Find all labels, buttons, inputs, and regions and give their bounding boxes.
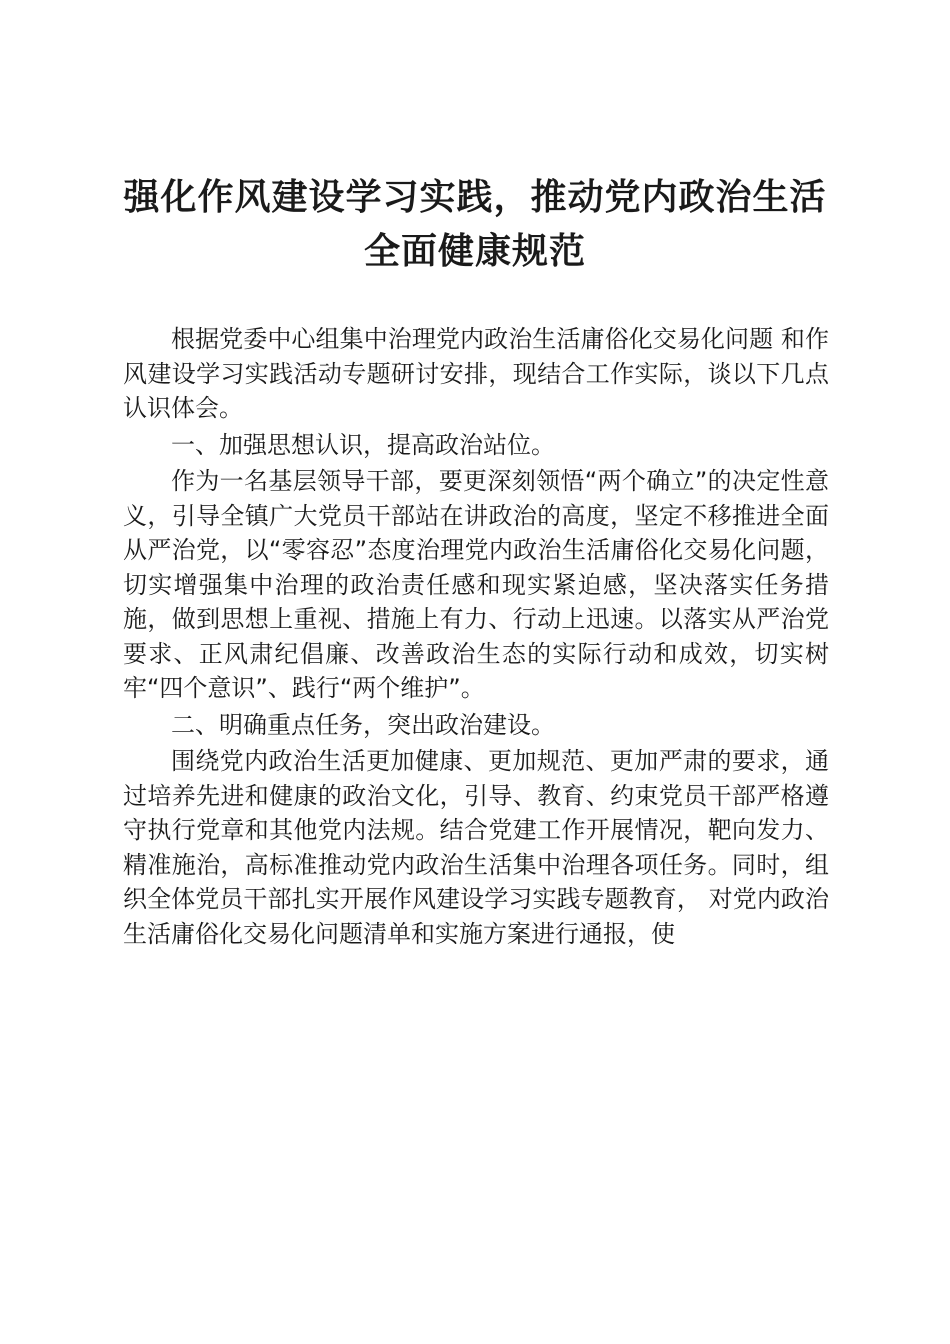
document-title: 强化作风建设学习实践，推动党内政治生活全面健康规范 [123,176,827,272]
section-1-paragraph: 作为一名基层领导干部，要更深刻领悟“两个确立”的决定性意义，引导全镇广大党员干部站在讲政治的高度，坚定不移推进全面从严治党，以“零容忍”态度治理党内政治生活庸俗化交易化问题，切实增强集中治理的政治责任感和现实紧迫感，坚决落实任务措施，做到思想上重视、措施上有力、行动上迅速。以落实从严治党要求、正风肃纪倡廉、改善政治生态的实际行动和成效，切实树牢“四个意识”、践行“两个维护”。 [123,467,829,702]
intro-paragraph: 根据党委中心组集中治理党内政治生活庸俗化交易化问题 和作风建设学习实践活动专题研讨安排，现结合工作实际，谈以下几点认识体会。 [123,325,829,422]
section-heading-1: 一、加强思想认识，提高政治站位。 [171,430,555,459]
section-2-paragraph: 围绕党内政治生活更加健康、更加规范、更加严肃的要求，通过培养先进和健康的政治文化，引导、教育、约束党员干部严格遵守执行党章和其他党内法规。结合党建工作开展情况，靶向发力、精准施治，高标准推动党内政治生活集中治理各项任务。同时，组织全体党员干部扎实开展作风建设学习实践专题教育， 对党内政治生活庸俗化交易化问题清单和实施方案进行通报，使 [123,747,829,948]
document-body [123,322,829,953]
section-heading-2: 二、明确重点任务，突出政治建设。 [171,710,555,739]
